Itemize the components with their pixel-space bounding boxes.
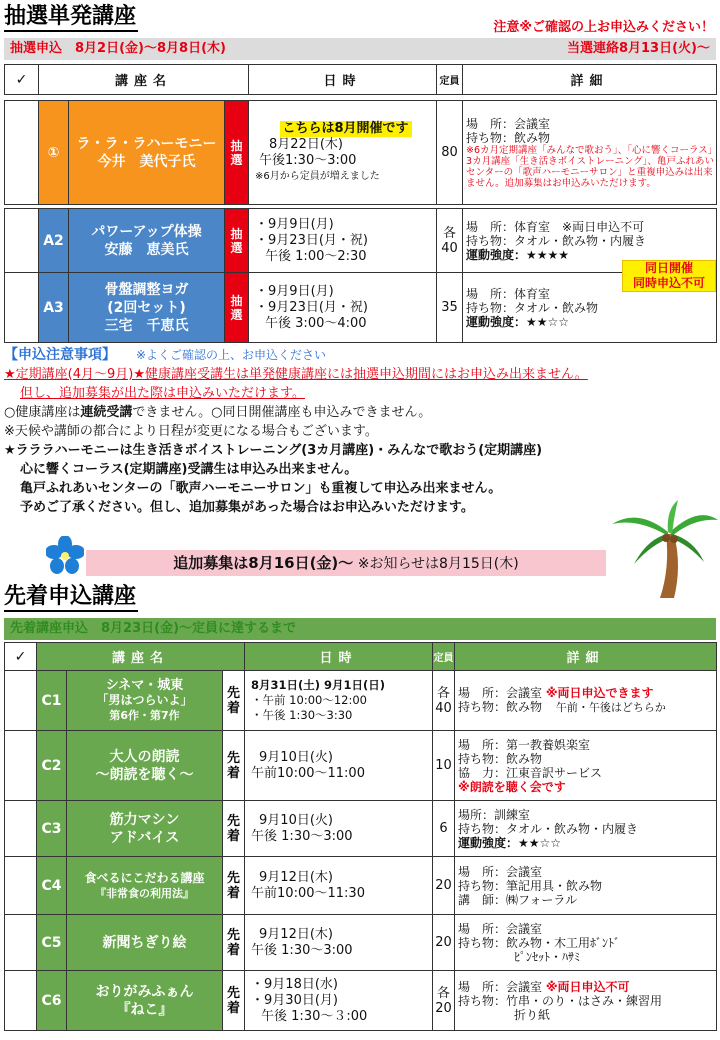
palm-tree-icon (608, 498, 718, 598)
capacity-header: 定員 (433, 643, 455, 671)
course-code: A3 (39, 273, 69, 343)
check-box[interactable] (5, 801, 37, 857)
course-code: C4 (37, 857, 67, 915)
notes-subheading: ※よくご確認の上、お申込ください (136, 348, 327, 362)
course-code: C3 (37, 801, 67, 857)
course-datetime: ・9月9日(月) ・9月23日(月・祝) 午後 3:00～4:00 (249, 273, 437, 343)
lottery-notice: 注意※ご確認の上お申込みください！ (493, 20, 714, 35)
course-name: 筋力マシン アドバイス (67, 801, 223, 857)
course-capacity: 20 (433, 915, 455, 971)
table-row (5, 857, 717, 915)
lottery-tag: 抽 選 (225, 209, 249, 273)
course-name: 新聞ちぎり絵 (67, 915, 223, 971)
notes-line: 予めご了承ください。但し、追加募集があった場合はお申込みいただけます。 (20, 500, 474, 515)
table-row (5, 209, 717, 273)
lottery-apply-band (4, 38, 716, 60)
course-code: ① (39, 101, 69, 205)
course-header: 講座名 (39, 65, 249, 95)
course-code: C6 (37, 971, 67, 1031)
hibiscus-flower-icon (46, 536, 84, 574)
application-notes (4, 346, 716, 517)
course-name: パワーアップ体操 安藤 恵美氏 (69, 209, 225, 273)
lottery-header-row (5, 65, 717, 95)
notes-line: 但し、追加募集が出た際は申込みいただけます。 (20, 386, 305, 401)
table-row (5, 801, 717, 857)
additional-recruitment-banner (86, 550, 606, 576)
check-box[interactable] (5, 915, 37, 971)
course-capacity: 80 (437, 101, 463, 205)
course-datetime: こちらは8月開催です 8月22日(木) 午後1:30～3:00 ※6月から定員が増えました (249, 101, 437, 205)
lottery-contact-date: 当選連絡8月13日(火)～ (566, 41, 710, 56)
check-box[interactable] (5, 971, 37, 1031)
notes-heading: 【申込注意事項】 (4, 347, 116, 363)
notes-line: ★定期講座(4月～9月)★健康講座受講生は単発健康講座には抽選申込期間にはお申込み出来ません。 (4, 367, 588, 382)
first-come-tag: 先 着 (223, 971, 245, 1031)
first-come-tag: 先 着 (223, 731, 245, 801)
course-datetime: ・9月18日(水) ・9月30日(月) 午後 1:30～３:00 (245, 971, 433, 1031)
course-code: C1 (37, 671, 67, 731)
course-detail: 場 所：会議室 ※両日申込できます 持ち物：飲み物 午前・午後はどちらか (455, 671, 717, 731)
check-box[interactable] (5, 731, 37, 801)
first-come-header-row (5, 643, 717, 671)
table-row (5, 671, 717, 731)
course-name: ラ・ラ・ラハーモニー 今井 美代子氏 (69, 101, 225, 205)
announcement-date: ※お知らせは8月15日(木) (357, 556, 519, 572)
course-capacity: 10 (433, 731, 455, 801)
course-capacity: 各 40 (437, 209, 463, 273)
first-come-tag: 先 着 (223, 915, 245, 971)
first-come-apply-period: 先着講座申込 8月23日(金)～定員に達するまで (10, 621, 297, 636)
course-detail: 場 所：体育室 持ち物：タオル・飲み物 運動強度：★★☆☆ (463, 273, 717, 343)
notes-line: ※天候や講師の都合により日程が変更になる場合もございます。 (4, 424, 378, 439)
capacity-header: 定員 (437, 65, 463, 95)
course-capacity: 6 (433, 801, 455, 857)
lottery-apply-period: 抽選申込 8月2日(金)～8月8日(木) (10, 41, 226, 56)
course-detail: 場 所：第一教養娯楽室 持ち物：飲み物 協 力：江東音訳サービス ※朗読を聴く会です (455, 731, 717, 801)
check-box[interactable] (5, 101, 39, 205)
course-code: A2 (39, 209, 69, 273)
course-datetime: 8月31日(土) 9月1日(日) ・午前 10:00～12:00 ・午後 1:30～3:30 (245, 671, 433, 731)
table-row (5, 915, 717, 971)
notes-line: ★ラララハーモニーは生き活きボイストレーニング(3カ月講座)・みんなで歌おう(定期講座) (4, 443, 543, 458)
course-detail: 場 所：会議室 持ち物：筆記用具・飲み物 講 師：㈱フォーラル (455, 857, 717, 915)
first-come-tag: 先 着 (223, 801, 245, 857)
first-come-table (4, 642, 717, 1031)
additional-recruitment-date: 追加募集は8月16日(金)～ (173, 554, 354, 572)
course-header: 講座名 (37, 643, 245, 671)
check-header: ✓ (5, 643, 37, 671)
table-row (5, 731, 717, 801)
check-box[interactable] (5, 857, 37, 915)
detail-header: 詳細 (463, 65, 717, 95)
notes-line: 亀戸ふれあいセンターの「歌声ハーモニーサロン」も重複して申込み出来ません。 (20, 481, 502, 496)
notes-line: ○健康講座は連続受講できません。○同日開催講座も申込みできません。 (4, 405, 432, 420)
course-name: 骨盤調整ヨガ (2回セット) 三宅 千恵氏 (69, 273, 225, 343)
course-detail: 場 所：会議室 持ち物：飲み物・木工用ﾎﾞﾝﾄﾞ ﾋﾟﾝｾｯﾄ・ﾊｻﾐ (455, 915, 717, 971)
check-box[interactable] (5, 273, 39, 343)
course-detail: 場 所：会議室 ※両日申込不可 持ち物：竹串・のり・はさみ・練習用 折り紙 (455, 971, 717, 1031)
course-name: 食べるにこだわる講座 『非常食の利用法』 (67, 857, 223, 915)
course-capacity: 20 (433, 857, 455, 915)
course-capacity: 各 40 (433, 671, 455, 731)
first-come-tag: 先 着 (223, 857, 245, 915)
course-code: C5 (37, 915, 67, 971)
table-row (5, 971, 717, 1031)
lottery-title: 抽選単発講座 (4, 4, 138, 32)
course-datetime: 9月12日(木) 午前10:00～11:30 (245, 857, 433, 915)
detail-header: 詳細 (455, 643, 717, 671)
course-datetime: ・9月9日(月) ・9月23日(月・祝) 午後 1:00～2:30 (249, 209, 437, 273)
lottery-table (4, 64, 717, 343)
course-detail: 場 所：会議室 持ち物：飲み物 ※6カ月定期講座「みんなで歌おう」、「心に響くコーラス」3カ月講座「生き活きボイストレーニング」、亀戸ふれあいセンターの「歌声ハーモニーサロン」と重複申込みは出来ません。追加募集はお申込みいただけます。 (463, 101, 717, 205)
august-highlight: こちらは8月開催です (280, 121, 412, 137)
first-come-apply-band (4, 618, 716, 640)
course-detail: 場 所：体育室 ※両日申込不可 持ち物：タオル・飲み物・内履き 運動強度：★★★★ (463, 209, 717, 273)
first-come-title: 先着申込講座 (4, 584, 138, 612)
lottery-tag: 抽 選 (225, 273, 249, 343)
course-datetime: 9月10日(火) 午前10:00～11:00 (245, 731, 433, 801)
course-name: シネマ・城東 「男はつらいよ」 第6作・第7作 (67, 671, 223, 731)
course-detail: 場所：訓練室 持ち物：タオル・飲み物・内履き 運動強度：★★☆☆ (455, 801, 717, 857)
course-datetime: 9月10日(火) 午後 1:30～3:00 (245, 801, 433, 857)
first-come-tag: 先 着 (223, 671, 245, 731)
table-row (5, 101, 717, 205)
datetime-header: 日時 (249, 65, 437, 95)
check-box[interactable] (5, 671, 37, 731)
check-box[interactable] (5, 209, 39, 273)
course-code: C2 (37, 731, 67, 801)
table-row (5, 273, 717, 343)
same-day-badge: 同日開催 同時申込不可 (622, 260, 716, 292)
datetime-header: 日時 (245, 643, 433, 671)
lottery-tag: 抽 選 (225, 101, 249, 205)
check-header: ✓ (5, 65, 39, 95)
course-name: おりがみふぁん 『ねこ』 (67, 971, 223, 1031)
notes-line: 心に響くコーラス(定期講座)受講生は申込み出来ません。 (20, 462, 358, 477)
course-capacity: 各 20 (433, 971, 455, 1031)
course-datetime: 9月12日(木) 午後 1:30～3:00 (245, 915, 433, 971)
course-capacity: 35 (437, 273, 463, 343)
course-name: 大人の朗読 ～朗読を聴く～ (67, 731, 223, 801)
